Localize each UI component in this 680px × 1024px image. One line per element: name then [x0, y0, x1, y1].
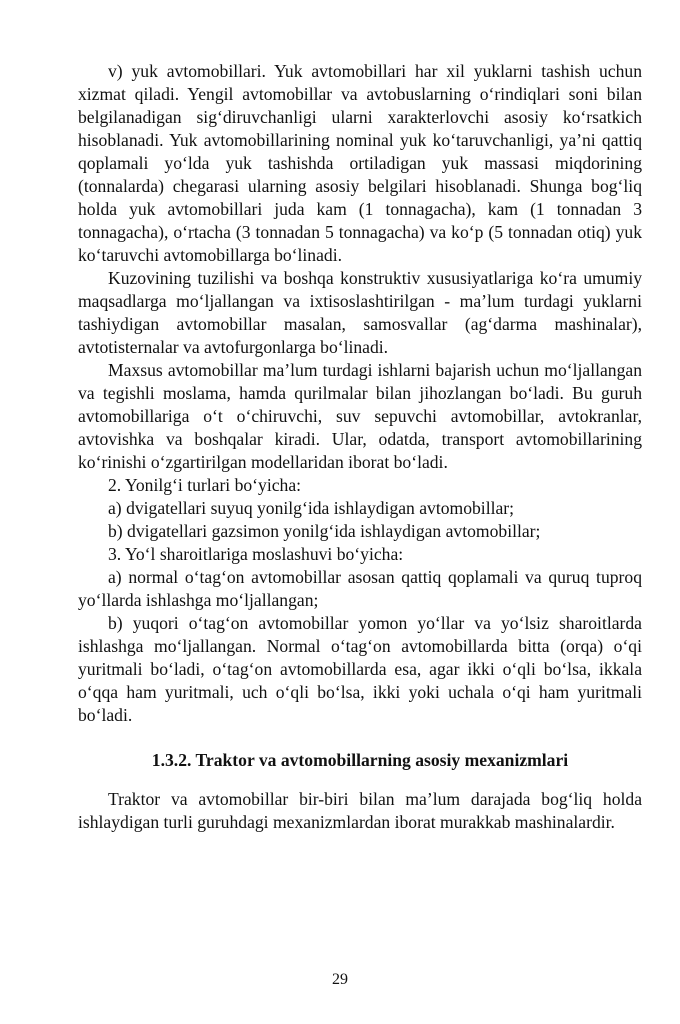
- paragraph-high-passability: b) yuqori o‘tag‘on avtomobillar yomon yo‘llar va yo‘lsiz sharoitlarda ishlashga mo‘ljallangan. Normal o‘tag‘on avtomobillarda bitta (orqa) o‘qi yuritmali bo‘ladi, o‘tag‘on avtomobillarda esa, agar ikki o‘qli bo‘lsa, ikkala o‘qqa ham yuritmali, uch o‘qli bo‘lsa, ikki yoki uchala o‘qi ham yuritmali bo‘ladi.: [78, 613, 642, 725]
- paragraph-body-construction: Kuzovining tuzilishi va boshqa konstruktiv xususiyatlariga ko‘ra umumiy maqsadlarga mo‘ljallangan va ixtisoslashtirilgan - ma’lum turdagi yuklarni tashiydigan avtomobillar masalan, samosvallar (ag‘darma mashinalar), avtotisternalar va avtofurgonlarga bo‘linadi.: [78, 268, 642, 357]
- list-item-road-conditions: 3. Yo‘l sharoitlariga moslashuvi bo‘yicha:: [108, 544, 404, 564]
- paragraph-normal-passability: a) normal o‘tag‘on avtomobillar asosan qattiq qoplamali va quruq tuproq yo‘llarda ishlashga mo‘ljallangan;: [78, 567, 642, 610]
- section-heading: 1.3.2. Traktor va avtomobillarning asosiy mexanizmlari: [151, 750, 569, 770]
- list-item-gas-fuel: b) dvigatellari gazsimon yonilg‘ida ishlaydigan avtomobillar;: [108, 521, 541, 541]
- paragraph-special-vehicles: Maxsus avtomobillar ma’lum turdagi ishlarni bajarish uchun mo‘ljallangan va tegishli moslama, hamda qurilmalar bilan jihozlangan bo‘ladi. Bu guruh avtomobillariga o‘t o‘chiruvchi, suv sepuvchi avtomobillar, avtokranlar, avtovishka va boshqalar kiradi. Ular, odatda, transport avtomobillarining ko‘rinishi o‘zgartirilgan modellaridan iborat bo‘ladi.: [78, 360, 642, 472]
- page-body: [78, 60, 642, 834]
- list-item-fuel-types: 2. Yonilg‘i turlari bo‘yicha:: [108, 475, 302, 495]
- paragraph-mechanisms-intro: Traktor va avtomobillar bir-biri bilan ma’lum darajada bog‘liq holda ishlaydigan turli guruhdagi mexanizmlardan iborat murakkab mashinalardir.: [78, 789, 642, 832]
- page-number: 29: [332, 971, 348, 988]
- paragraph-truck-types: v) yuk avtomobillari. Yuk avtomobillari har xil yuklarni tashish uchun xizmat qiladi. Yengil avtomobillar va avtobuslarning o‘rindiqlari soni bilan belgilanadigan sig‘diruvchanligi ularni xarakterlovchi asosiy ko‘rsatkich hisoblanadi. Yuk avtomobillarining nominal yuk ko‘taruvchanligi, ya’ni qattiq qoplamali yo‘lda yuk tashishda ortiladigan yuk massasi miqdorining (tonnalarda) chegarasi ularning asosiy belgilari hisoblanadi. Shunga bog‘liq holda yuk avtomobillari juda kam (1 tonnagacha), kam (1 tonnadan 3 tonnagacha), o‘rtacha (3 tonnadan 5 tonnagacha) va ko‘p (5 tonnadan otiq) yuk ko‘taruvchi avtomobillarga bo‘linadi.: [78, 61, 642, 265]
- list-item-liquid-fuel: a) dvigatellari suyuq yonilg‘ida ishlaydigan avtomobillar;: [108, 498, 515, 518]
